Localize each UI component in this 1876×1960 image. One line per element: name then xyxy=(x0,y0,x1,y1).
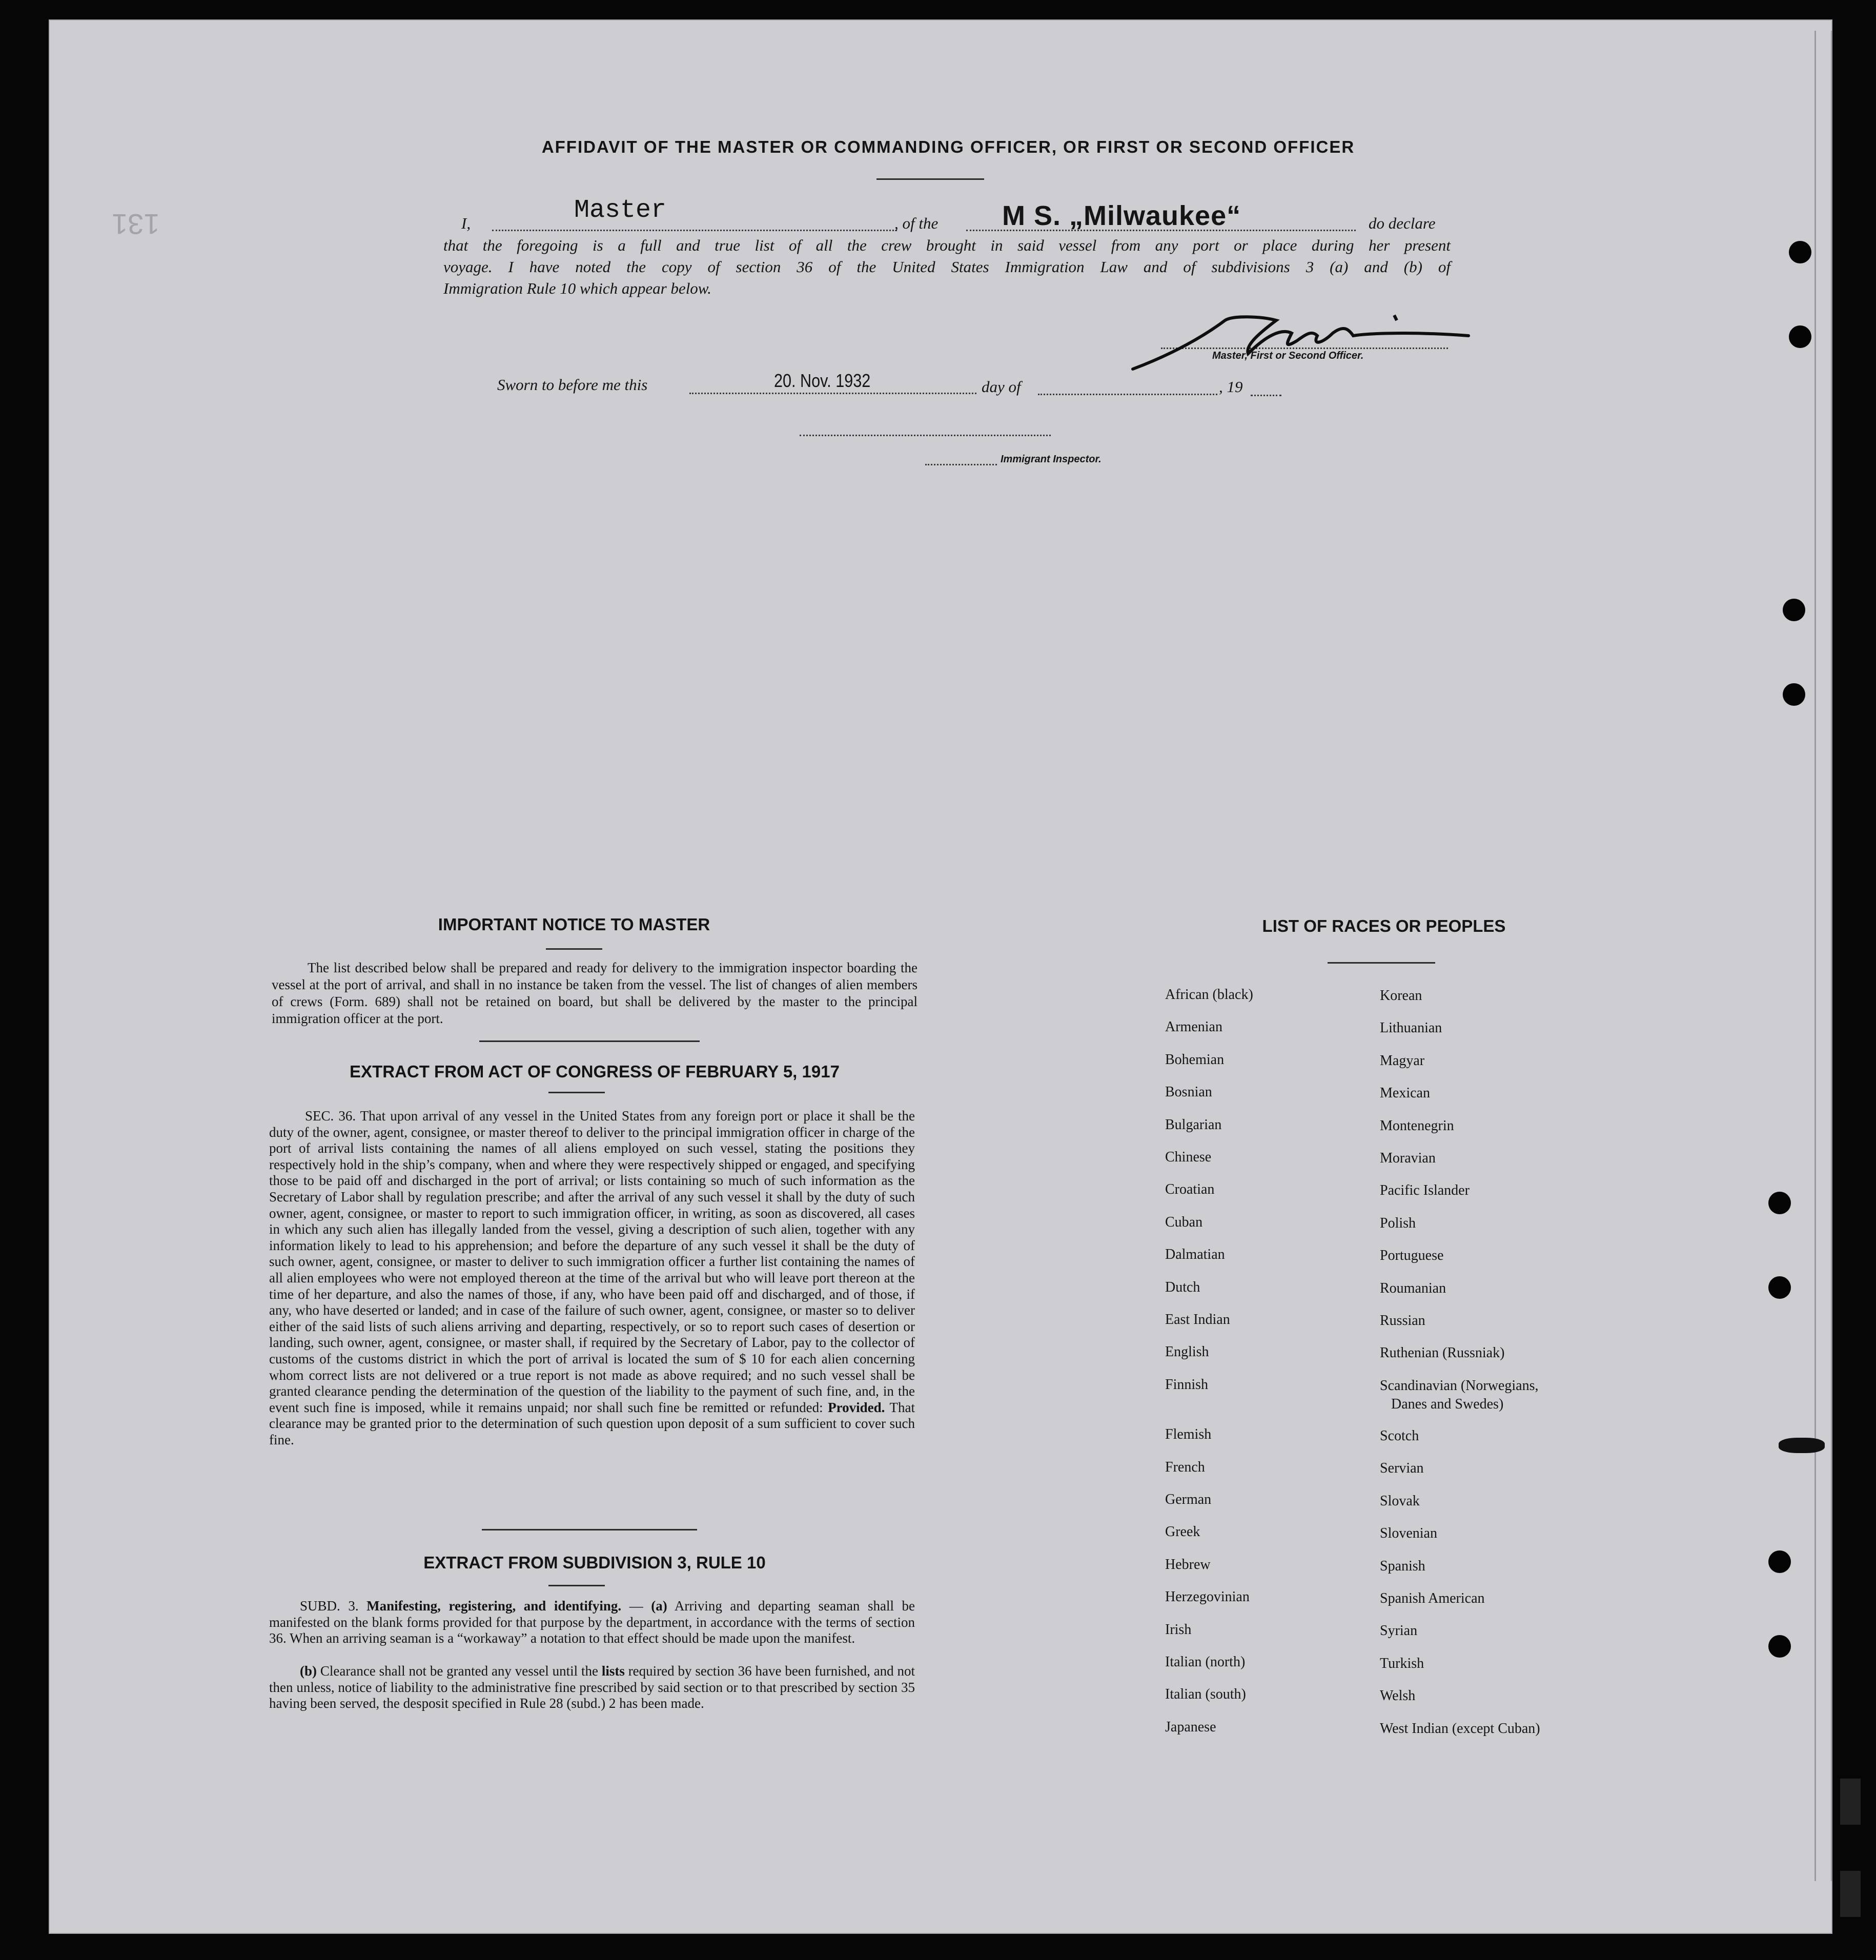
declaration-line: that the foregoing is a full and true list of all the crew brought in said vessel from any port or place during her present xyxy=(443,236,1451,254)
punch-hole xyxy=(1768,1192,1791,1214)
race-item: Danes and Swedes) xyxy=(1391,1396,1504,1412)
race-item: Bulgarian xyxy=(1165,1117,1222,1133)
sworn-date-line xyxy=(689,393,976,394)
punch-hole xyxy=(1768,1550,1791,1573)
rank-field-line xyxy=(492,230,897,231)
punch-hole xyxy=(1783,599,1805,621)
race-item: Lithuanian xyxy=(1380,1020,1442,1036)
inspector-caption: Immigrant Inspector. xyxy=(1001,454,1102,465)
race-item: Turkish xyxy=(1380,1656,1424,1671)
race-item: African (black) xyxy=(1165,987,1253,1003)
race-item: Italian (north) xyxy=(1165,1654,1246,1670)
race-item: Magyar xyxy=(1380,1053,1425,1069)
inspector-signature-line xyxy=(800,435,1051,436)
race-item: Flemish xyxy=(1165,1426,1212,1442)
race-item: Japanese xyxy=(1165,1719,1216,1735)
race-item: Servian xyxy=(1380,1460,1424,1476)
notice-heading: IMPORTANT NOTICE TO MASTER xyxy=(438,915,710,934)
race-item: Bosnian xyxy=(1165,1084,1212,1100)
section-divider xyxy=(482,1529,697,1530)
race-item: Cuban xyxy=(1165,1214,1203,1230)
do-declare-label: do declare xyxy=(1369,214,1436,232)
act-text-end: That clearance may be granted prior to the determination of such question upon deposit of a sum sufficient to cover such fine. xyxy=(269,1399,915,1447)
punch-hole xyxy=(1768,1276,1791,1299)
race-item: Moravian xyxy=(1380,1150,1436,1166)
race-item: Irish xyxy=(1165,1622,1192,1638)
margin-number: 131 xyxy=(112,208,160,240)
declaration-line: voyage. I have noted the copy of section 36 of the United States Immigration Law and of subdivisions 3 (a) and (b) of xyxy=(443,258,1451,276)
punch-hole xyxy=(1783,683,1805,706)
race-item: Pacific Islander xyxy=(1380,1182,1470,1198)
race-item: Bohemian xyxy=(1165,1052,1225,1068)
title-underline xyxy=(876,178,984,180)
sworn-date-stamp[interactable]: 20. Nov. 1932 xyxy=(774,370,871,391)
signature-caption: Master, First or Second Officer. xyxy=(1212,350,1364,361)
race-item: East Indian xyxy=(1165,1312,1230,1328)
race-item: Hebrew xyxy=(1165,1557,1211,1573)
race-item: German xyxy=(1165,1492,1212,1507)
act-proviso: Provided. xyxy=(828,1399,885,1415)
rule10-heading-underline xyxy=(548,1585,605,1586)
year-label: , 19 xyxy=(1219,378,1243,396)
race-item: Slovenian xyxy=(1380,1525,1437,1541)
race-item: Syrian xyxy=(1380,1623,1418,1639)
race-item: English xyxy=(1165,1344,1209,1360)
clause-a-text: Arriving and departing seaman shall be manifested on the blank forms provided for that purpose by the department, in accordance with the terms of section 36. When an arriving seaman is a “workaway” a notation to that effect should be made upon the manifest. xyxy=(269,1598,915,1646)
inspector-caption-line xyxy=(925,464,997,465)
rank-field[interactable]: Master xyxy=(574,196,667,225)
punch-hole xyxy=(1768,1635,1791,1658)
scanner-mark xyxy=(1840,1871,1861,1917)
race-item: French xyxy=(1165,1459,1205,1475)
notice-heading-underline xyxy=(546,948,602,950)
race-item: Montenegrin xyxy=(1380,1118,1454,1134)
page-edge-line xyxy=(1831,31,1832,1881)
race-item: Spanish xyxy=(1380,1558,1425,1574)
notice-text: The list described below shall be prepared and ready for delivery to the immigration inspector boarding the vessel at the port of arrival, and shall in no instance be taken from the vessel. The list of changes of alien members of crews (Form. 689) shall not be retained on board, but shall be delivered by the master to the principal immigration officer at the port. xyxy=(272,960,917,1026)
act-heading-underline xyxy=(548,1092,605,1093)
race-item: West Indian (except Cuban) xyxy=(1380,1721,1540,1737)
rule10-heading: EXTRACT FROM SUBDIVISION 3, RULE 10 xyxy=(423,1553,766,1572)
race-item: Scotch xyxy=(1380,1428,1419,1444)
race-item: Finnish xyxy=(1165,1377,1209,1393)
act-text: SEC. 36. That upon arrival of any vessel in the United States from any foreign port or place it shall be the duty of the owner, agent, consignee, or master thereof to deliver to the principal immigration officer in charge of the port of arrival lists containing the names of all aliens employed on such vessel, stating the positions they respectively hold in the ship’s company, when and where they were respectively shipped or engaged, and specifying those to be paid off and discharged in the port of arrival; or lists containing so much of such information as the Secretary of Labor shall by regulation prescribe; and after the arrival of any such vessel it shall by the duty of such owner, agent, consignee, or master to report to such immigration officer, in writing, as soon as discovered, all cases in which any such alien has illegally landed from the vessel, giving a description of such alien, together with any information likely to lead to his apprehension; and before the departure of any such vessel it shall be the duty of such owner, agent, consignee, or master to deliver to such immigration officer a further list containing the names of all alien employees who were not employed thereon at the time of the arrival but who will leave port thereon at the time of her departure, and also the names of those, if any, who have been paid off and discharged, and of those, if any, who have deserted or landed; and in case of the failure of such owner, agent, consignee, or master so to deliver either of the said lists of such aliens arriving and departing, respectively, or so to report such cases of desertion or landing, such owner, agent, consignee, or master shall, if required by the Secretary of Labor, pay to the collector of customs of the customs district in which the port of arrival is located the sum of $ 10 for each alien concerning whom correct lists are not delivered or a true report is not made as above required; and no such vessel shall be granted clearance pending the determination of the question of the liability to the payment of such fine, and, in the event such fine is imposed, while it remains unpaid; nor shall such fine be remitted or refunded: xyxy=(269,1108,915,1415)
race-item: Slovak xyxy=(1380,1493,1420,1509)
race-item: Chinese xyxy=(1165,1149,1212,1165)
section-divider xyxy=(479,1040,700,1042)
punch-hole xyxy=(1789,241,1811,263)
clause-b-bold: lists xyxy=(601,1663,625,1679)
month-field-line xyxy=(1038,394,1217,395)
race-item: Greek xyxy=(1165,1524,1200,1540)
race-item: Welsh xyxy=(1380,1688,1416,1704)
subd-label: SUBD. 3. xyxy=(300,1598,359,1614)
clause-a-label: (a) xyxy=(651,1598,667,1614)
day-of-label: day of xyxy=(982,378,1021,396)
race-item: Russian xyxy=(1380,1313,1425,1329)
of-the-label: , of the xyxy=(894,214,939,232)
race-item: Mexican xyxy=(1380,1085,1430,1101)
page-edge-line xyxy=(1814,31,1816,1881)
clause-b-text: Clearance shall not be granted any vessel until the xyxy=(320,1663,598,1679)
subd-title: Manifesting, registering, and identifying. xyxy=(366,1598,622,1614)
declaration-line: Immigration Rule 10 which appear below. xyxy=(443,279,711,297)
rule10-subd-b xyxy=(269,1663,915,1712)
act-section-36-text xyxy=(269,1108,915,1448)
punch-hole xyxy=(1789,325,1811,348)
year-field-line xyxy=(1251,395,1281,396)
affidavit-title: AFFIDAVIT OF THE MASTER OR COMMANDING OFFICER, OR FIRST OR SECOND OFFICER xyxy=(541,137,1355,156)
ink-smudge xyxy=(1779,1438,1825,1453)
vessel-field[interactable]: M S. „Milwaukee“ xyxy=(1002,200,1241,231)
rule10-subd-a xyxy=(269,1598,915,1647)
races-heading: LIST OF RACES OR PEOPLES xyxy=(1262,916,1506,935)
race-item: Dalmatian xyxy=(1165,1247,1225,1262)
race-item: Armenian xyxy=(1165,1019,1222,1035)
act-heading: EXTRACT FROM ACT OF CONGRESS OF FEBRUARY 5, 1917 xyxy=(350,1062,840,1081)
race-item: Herzegovinian xyxy=(1165,1589,1250,1605)
race-item: Roumanian xyxy=(1380,1280,1446,1296)
clause-b-text-end: required by section 36 have been furnished, and not then unless, notice of liability to the administrative fine prescribed by said section or to that prescribed by section 35 having been served, the desposit specified in Rule 28 (subd.) 2 has been made. xyxy=(269,1663,915,1711)
race-item: Croatian xyxy=(1165,1181,1215,1197)
signature xyxy=(1128,305,1476,377)
race-item: Polish xyxy=(1380,1215,1416,1231)
race-item: Ruthenian (Russniak) xyxy=(1380,1345,1505,1361)
subd-dash: — xyxy=(629,1598,643,1614)
race-item: Italian (south) xyxy=(1165,1686,1246,1702)
sworn-label: Sworn to before me this xyxy=(497,376,648,394)
race-item: Spanish American xyxy=(1380,1590,1485,1606)
race-item: Dutch xyxy=(1165,1279,1200,1295)
race-item: Portuguese xyxy=(1380,1248,1444,1263)
declaration-text xyxy=(443,235,1451,299)
races-heading-underline xyxy=(1328,962,1435,964)
race-item: Korean xyxy=(1380,988,1422,1004)
race-item: Scandinavian (Norwegians, xyxy=(1380,1378,1539,1394)
clause-b-label: (b) xyxy=(300,1663,317,1679)
i-label: I, xyxy=(461,214,471,232)
scanner-mark xyxy=(1840,1779,1861,1825)
